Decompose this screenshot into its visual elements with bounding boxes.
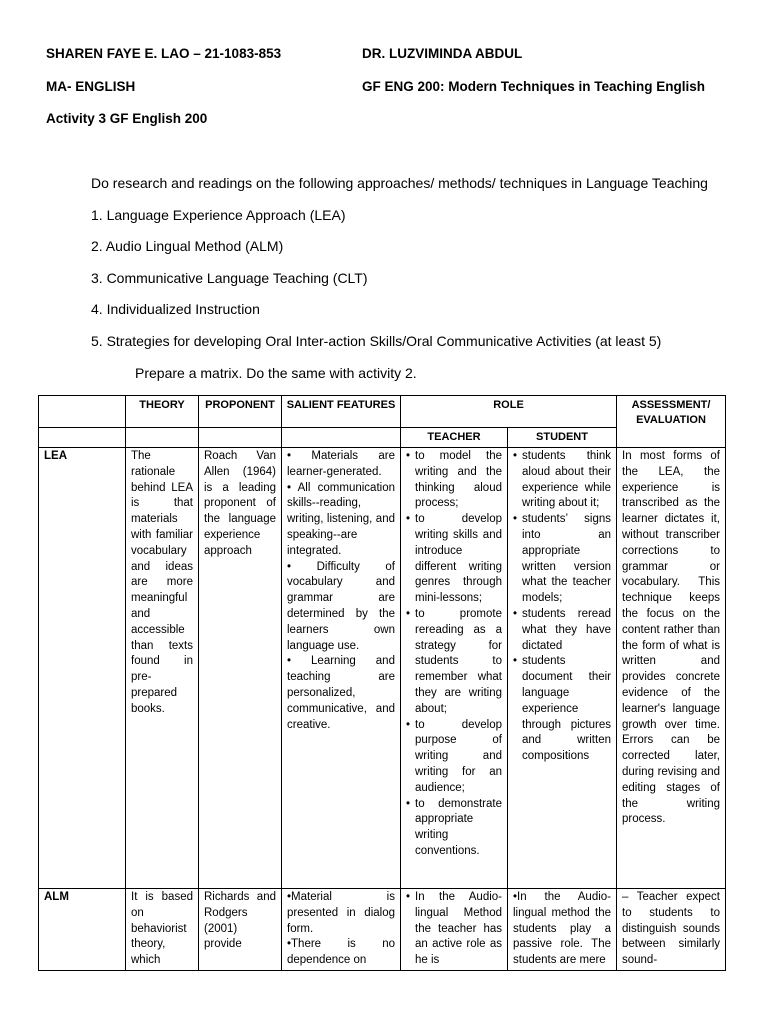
instruction-item-3: 3. Communicative Language Teaching (CLT) [91,270,368,286]
teacher-role-item: • In the Audio-lingual Method the teacher has an active role as he is [406,891,502,967]
professor-name: DR. LUZVIMINDA ABDUL [362,46,523,61]
student-role-item: • students reread what they have dictated [513,607,611,652]
subheader-blank-2 [126,428,199,448]
alm-student-role: •In the Audio-lingual method the students play a passive role. The students are mere [508,889,617,971]
header-role: ROLE [401,396,617,428]
alm-salient-features [282,889,401,971]
teacher-role-item: • to promote rereading as a strategy for students to remember what they are writing about; [406,607,502,715]
salient-feature-item: •There is no dependence on [287,938,395,967]
header-teacher: TEACHER [401,428,508,448]
student-role-item: • students document their language experience through pictures and written compositions [513,655,611,763]
salient-feature-item: • Learning and teaching are personalized, communicative, and creative. [287,655,395,731]
student-role-item: • students think aloud about their experience while writing about it; [513,450,611,510]
lea-teacher-role [401,448,508,889]
teacher-role-item: • to develop purpose of writing and writing for an audience; [406,718,502,794]
instruction-item-1: 1. Language Experience Approach (LEA) [91,207,346,223]
student-name-id: SHAREN FAYE E. LAO – 21-1083-853 [46,46,282,61]
table-row-lea [39,448,726,889]
row-label-lea: LEA [39,448,126,889]
header-assessment: ASSESSMENT/ EVALUATION [617,396,726,448]
lea-assessment: In most forms of the LEA, the experience is transcribed as the learner dictates it, without transcriber corrections to grammar or vocabulary. This technique keeps the focus on the content rather than the form of what is written and provides concrete evidence of the learner's language growth over time. Errors can be corrected later, during revising and editing stages of the writing process. [617,448,726,889]
student-role-item: • students’ signs into an appropriate written version what the teacher models; [513,513,611,605]
lea-proponent: Roach Van Allen (1964) is a leading proponent of the language experience approach [199,448,282,889]
header-theory: THEORY [126,396,199,428]
salient-feature-item: • Difficulty of vocabulary and grammar are determined by the learners own language use. [287,560,395,652]
row-label-alm: ALM [39,889,126,971]
instruction-item-2: 2. Audio Lingual Method (ALM) [91,238,284,254]
header-student: STUDENT [508,428,617,448]
approaches-matrix [38,395,726,971]
prepare-instruction: Prepare a matrix. Do the same with activity 2. [135,365,417,381]
header-salient-features: SALIENT FEATURES [282,396,401,428]
header-proponent: PROPONENT [199,396,282,428]
salient-feature-item: •Material is presented in dialog form. [287,891,395,935]
salient-feature-item: • Materials are learner-generated. [287,450,395,478]
lea-theory: The rationale behind LEA is that materials with familiar vocabulary and ideas are more meaningful and accessible than texts found in pre-prepared books. [126,448,199,889]
program-label: MA- ENGLISH [46,79,136,94]
alm-teacher-role [401,889,508,971]
teacher-role-item: • to demonstrate appropriate writing conventions. [406,797,502,857]
activity-title: Activity 3 GF English 200 [46,111,208,126]
instruction-item-5: 5. Strategies for developing Oral Inter-action Skills/Oral Communicative Activities (at least 5) [91,333,662,349]
table-row-alm [39,889,726,971]
teacher-role-item: • to develop writing skills and introduce different writing genres through mini-lessons; [406,513,502,605]
course-title: GF ENG 200: Modern Techniques in Teaching English [362,79,706,94]
alm-assessment: – Teacher expect to students to distinguish sounds between similarly sound- [617,889,726,971]
instruction-item-4: 4. Individualized Instruction [91,301,260,317]
teacher-role-item: • to model the writing and the thinking aloud process; [406,450,502,510]
header-blank [39,396,126,428]
alm-proponent: Richards and Rodgers (2001) provide [199,889,282,971]
subheader-blank-1 [39,428,126,448]
subheader-blank-4 [282,428,401,448]
subheader-blank-3 [199,428,282,448]
lea-salient-features [282,448,401,889]
instructions-intro: Do research and readings on the following approaches/ methods/ techniques in Language Teaching [91,175,708,191]
alm-theory: It is based on behaviorist theory, which [126,889,199,971]
lea-student-role [508,448,617,889]
salient-feature-item: • All communication skills--reading, writing, listening, and speaking--are integrated. [287,481,395,557]
